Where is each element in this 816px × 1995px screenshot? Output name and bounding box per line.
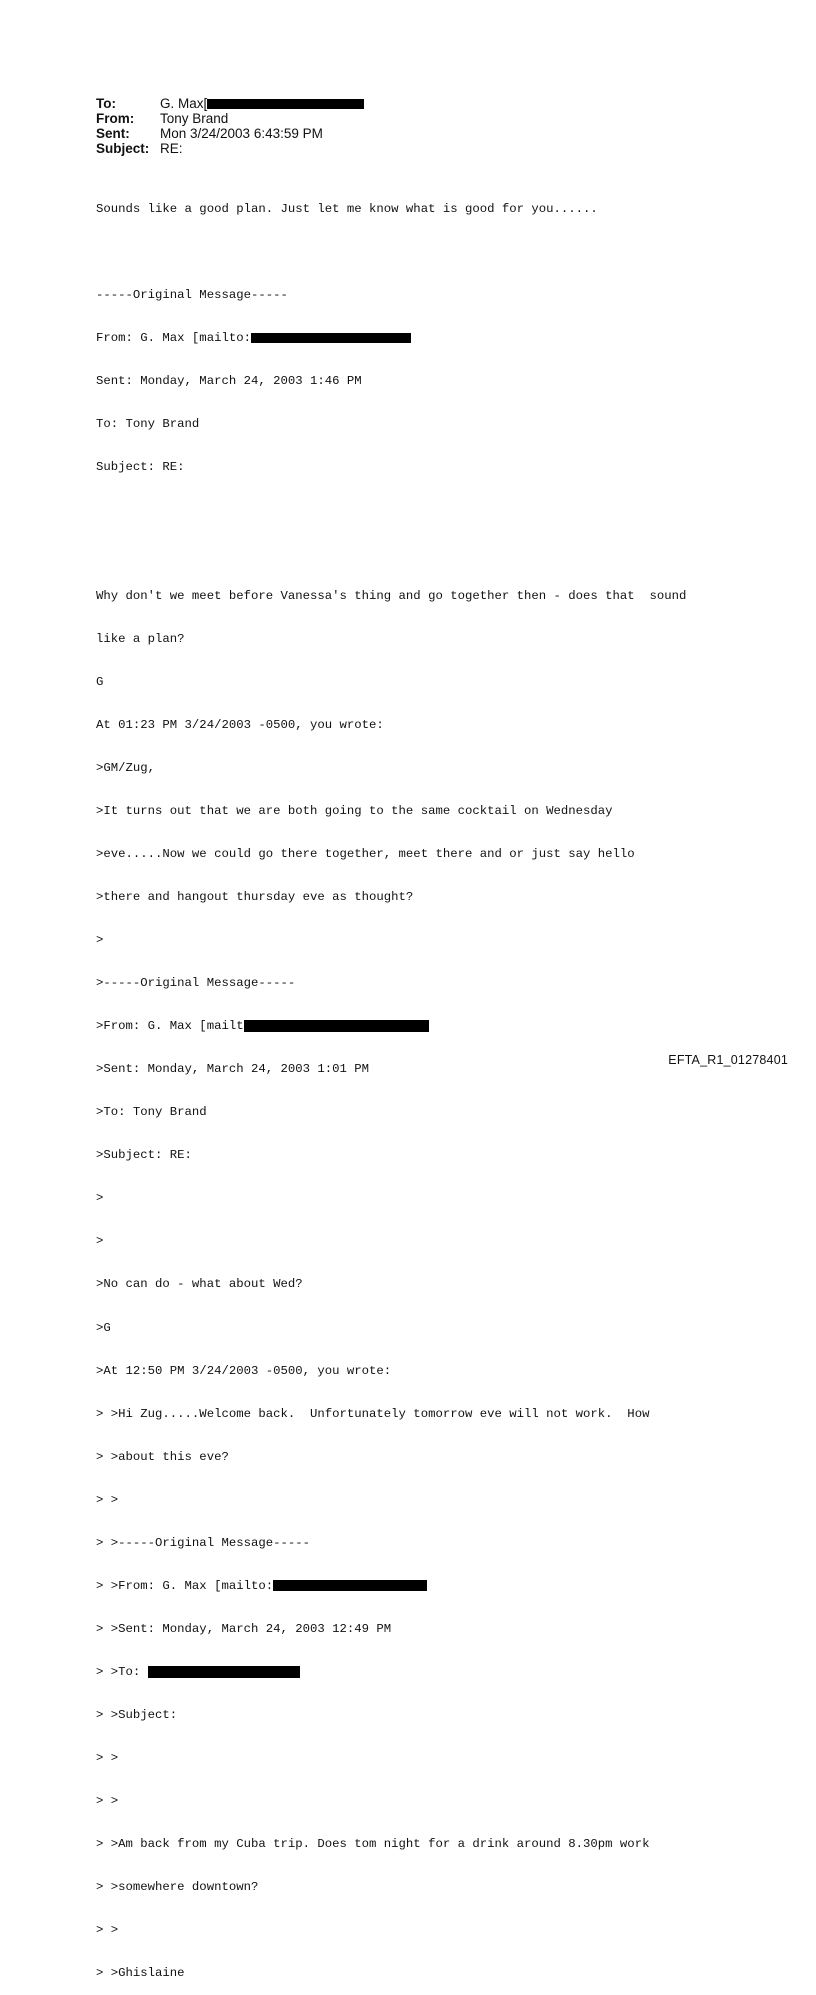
body-line: At 01:23 PM 3/24/2003 -0500, you wrote: — [96, 718, 384, 733]
to-value: G. Max[ — [160, 96, 208, 111]
body-line — [96, 1665, 686, 1679]
body-line: > >about this eve? — [96, 1449, 229, 1464]
body-line — [96, 546, 686, 560]
from-row — [96, 111, 364, 126]
body-line: > — [96, 1191, 104, 1206]
redaction-bar — [273, 1580, 427, 1591]
body-line — [96, 1579, 686, 1593]
body-line: > > — [96, 1492, 119, 1507]
redaction-bar — [244, 1020, 429, 1032]
body-line-text: > >To: — [96, 1664, 141, 1679]
body-line-text: > >From: G. Max [mailto: — [96, 1578, 274, 1593]
body-line: >No can do - what about Wed? — [96, 1277, 303, 1292]
body-line: Sent: Monday, March 24, 2003 1:46 PM — [96, 373, 362, 388]
body-line: > > — [96, 1793, 119, 1808]
body-line — [96, 503, 686, 517]
body-line: >-----Original Message----- — [96, 976, 296, 991]
body-line: > >-----Original Message----- — [96, 1535, 311, 1550]
subject-value: RE: — [160, 141, 183, 156]
sent-row — [96, 126, 364, 141]
email-header — [96, 96, 364, 156]
body-line — [96, 245, 686, 259]
from-value: Tony Brand — [160, 111, 229, 126]
email-body — [96, 173, 686, 1995]
body-line — [96, 331, 686, 345]
body-line: >eve.....Now we could go there together, meet there and or just say hello — [96, 847, 635, 862]
body-line: Why don't we meet before Vanessa's thing and go together then - does that sound — [96, 588, 687, 603]
subject-row — [96, 141, 364, 156]
body-line: >At 12:50 PM 3/24/2003 -0500, you wrote: — [96, 1363, 392, 1378]
body-line: To: Tony Brand — [96, 416, 200, 431]
body-line: > >Ghislaine — [96, 1965, 185, 1980]
body-line: G — [96, 675, 104, 690]
body-line: Subject: RE: — [96, 459, 185, 474]
body-line: > >Hi Zug.....Welcome back. Unfortunately tomorrow eve will not work. How — [96, 1406, 650, 1421]
sent-value: Mon 3/24/2003 6:43:59 PM — [160, 126, 323, 141]
sent-label: Sent: — [96, 126, 130, 141]
body-line: like a plan? — [96, 632, 185, 646]
redaction-bar — [251, 333, 411, 343]
body-line: >Subject: RE: — [96, 1148, 192, 1163]
to-row — [96, 96, 364, 111]
body-line: >To: Tony Brand — [96, 1105, 207, 1120]
body-line: >Sent: Monday, March 24, 2003 1:01 PM — [96, 1062, 370, 1077]
body-line: >It turns out that we are both going to the same cocktail on Wednesday — [96, 804, 613, 819]
redaction-bar — [148, 1666, 300, 1678]
document-id: EFTA_R1_01278401 — [668, 1053, 788, 1067]
body-line: > >Am back from my Cuba trip. Does tom night for a drink around 8.30pm work — [96, 1836, 650, 1851]
body-line: > >Subject: — [96, 1707, 178, 1722]
body-line: >GM/Zug, — [96, 761, 156, 776]
from-label: From: — [96, 111, 135, 126]
body-line-text: From: G. Max [mailto: — [96, 330, 251, 345]
body-line: > >somewhere downtown? — [96, 1879, 259, 1894]
body-line: -----Original Message----- — [96, 287, 288, 302]
to-label: To: — [96, 96, 116, 111]
body-line: > > — [96, 1750, 119, 1765]
body-line: > — [96, 933, 104, 948]
body-line: > >Sent: Monday, March 24, 2003 12:49 PM — [96, 1621, 392, 1636]
body-line — [96, 1019, 686, 1033]
redaction-bar — [207, 99, 364, 109]
body-line: Sounds like a good plan. Just let me know what is good for you...... — [96, 201, 598, 216]
subject-label: Subject: — [96, 141, 150, 156]
body-line: > > — [96, 1922, 119, 1937]
body-line-text: >From: G. Max [mailt — [96, 1019, 244, 1034]
body-line: >G — [96, 1320, 111, 1335]
body-line: >there and hangout thursday eve as thought? — [96, 890, 414, 905]
body-line: > — [96, 1234, 104, 1249]
